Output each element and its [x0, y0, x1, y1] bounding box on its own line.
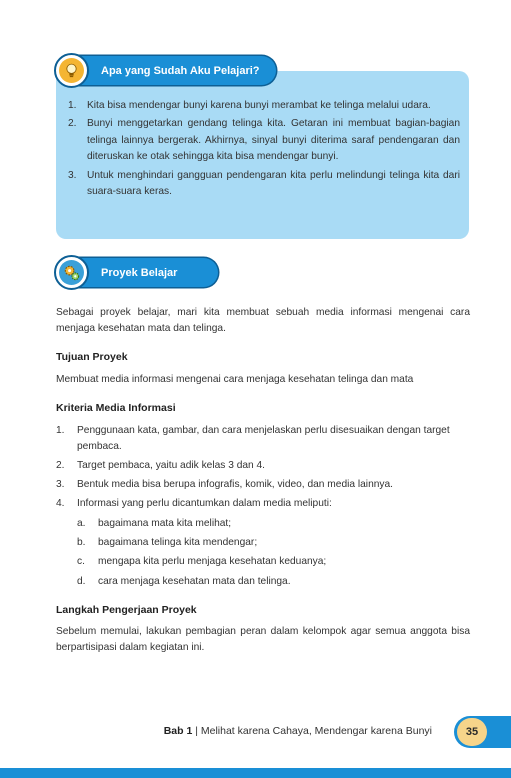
- gears-icon: [54, 255, 89, 290]
- list-item: 4. Informasi yang perlu dicantumkan dalam media meliputi: a. bagaimana mata kita melihat; b. bagaimana telinga kita mendengar; c. mengapa kita perlu menjaga kesehatan keduanya; d. cara menjaga kesehatan mata dan telinga.: [56, 496, 470, 593]
- criteria-heading: Kriteria Media Informasi: [56, 402, 176, 414]
- list-item: 1. Kita bisa mendengar bunyi karena bunyi merambat ke telinga melalui udara.: [68, 100, 431, 111]
- list-item: 1. Penggunaan kata, gambar, dan cara menjelaskan perlu disesuaikan dengan target pembaca.: [56, 425, 450, 453]
- summary-title: Apa yang Sudah Aku Pelajari?: [101, 64, 260, 77]
- list-item: 2. Bunyi menggetarkan gendang telinga kita. Getaran ini membuat bagian-bagian telinga lainnya bergerak. Akhirnya, sinyal bunyi diterima saraf pendengaran dan diteruskan ke otak sehingga kita bisa mendengar bunyi.: [68, 118, 460, 163]
- sub-list: [77, 516, 470, 591]
- sub-list-item: c. mengapa kita perlu menjaga kesehatan keduanya;: [77, 556, 327, 568]
- sub-list-item: b. bagaimana telinga kita mendengar;: [77, 536, 258, 548]
- list-item: 3. Untuk menghindari gangguan pendengaran kita perlu melindungi telinga kita dari suara-suara keras.: [68, 169, 460, 198]
- lightbulb-icon: [54, 53, 89, 88]
- summary-list: [64, 98, 460, 202]
- list-item: 2. Target pembaca, yaitu adik kelas 3 dan 4.: [56, 460, 266, 472]
- goal-text: Membuat media informasi mengenai cara menjaga kesehatan telinga dan mata: [56, 374, 414, 385]
- page-number: 35: [457, 718, 487, 746]
- steps-heading: Langkah Pengerjaan Proyek: [56, 604, 197, 616]
- project-title: Proyek Belajar: [101, 266, 178, 279]
- bottom-bar: [0, 768, 511, 778]
- steps-text: Sebelum memulai, lakukan pembagian peran dalam kelompok agar semua anggota bisa berpartisipasi dalam kegiatan ini.: [56, 626, 470, 654]
- chapter-title: Melihat karena Cahaya, Mendengar karena Bunyi: [200, 725, 432, 737]
- footer-separator: |: [192, 725, 201, 737]
- list-item: 3. Bentuk media bisa berupa infografis, komik, video, dan media lainnya.: [56, 479, 393, 491]
- project-heading-pill: [57, 258, 218, 287]
- criteria-list: [56, 423, 470, 596]
- goal-heading: Tujuan Proyek: [56, 351, 128, 363]
- page-footer: [164, 725, 432, 737]
- chapter-label: Bab 1: [163, 725, 193, 737]
- summary-heading-pill: [57, 56, 276, 85]
- project-intro: Sebagai proyek belajar, mari kita membuat sebuah media informasi mengenai cara menjaga kesehatan mata dan telinga.: [56, 307, 470, 335]
- sub-list-item: a. bagaimana mata kita melihat;: [77, 517, 232, 529]
- sub-list-item: d. cara menjaga kesehatan mata dan telinga.: [77, 575, 291, 587]
